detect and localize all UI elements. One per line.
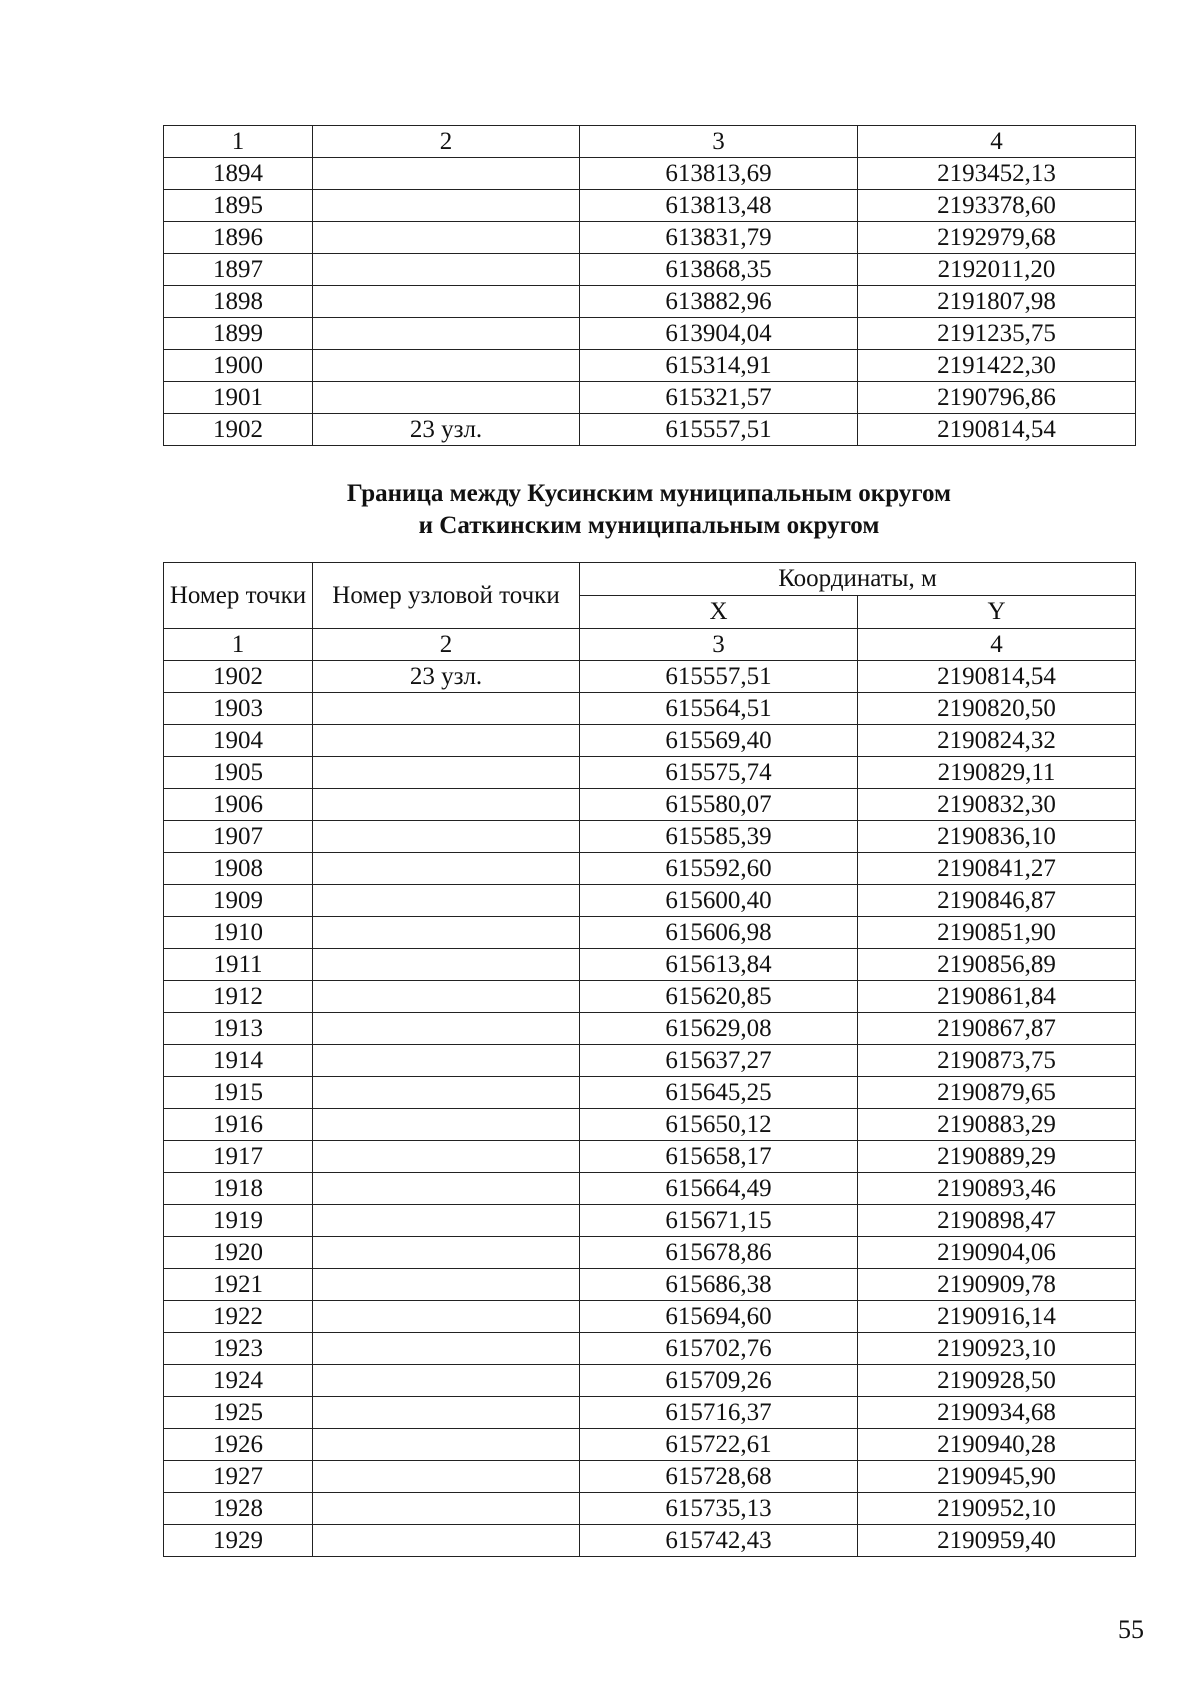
x-coordinate-cell: 615722,61 bbox=[580, 1429, 858, 1461]
node-number-cell bbox=[313, 1141, 580, 1173]
point-number-cell: 1909 bbox=[164, 885, 313, 917]
table-row bbox=[164, 382, 1136, 414]
point-number-cell: 1923 bbox=[164, 1333, 313, 1365]
table-row bbox=[164, 1077, 1136, 1109]
x-coordinate-cell: 615569,40 bbox=[580, 725, 858, 757]
y-coordinate-cell: 2190829,11 bbox=[858, 757, 1136, 789]
x-coordinate-cell: 615606,98 bbox=[580, 917, 858, 949]
x-coordinate-cell: 615629,08 bbox=[580, 1013, 858, 1045]
x-coordinate-cell: 615600,40 bbox=[580, 885, 858, 917]
y-coordinate-cell: 2192011,20 bbox=[858, 254, 1136, 286]
y-coordinate-cell: 2190893,46 bbox=[858, 1173, 1136, 1205]
point-number-cell: 1899 bbox=[164, 318, 313, 350]
node-number-cell bbox=[313, 1013, 580, 1045]
node-number-cell bbox=[313, 1365, 580, 1397]
node-number-cell bbox=[313, 190, 580, 222]
table-row bbox=[164, 1269, 1136, 1301]
y-coordinate-cell: 2190940,28 bbox=[858, 1429, 1136, 1461]
node-number-cell bbox=[313, 1237, 580, 1269]
table-row bbox=[164, 917, 1136, 949]
x-coordinate-cell: 615650,12 bbox=[580, 1109, 858, 1141]
node-number-cell bbox=[313, 725, 580, 757]
point-number-cell: 1897 bbox=[164, 254, 313, 286]
node-number-cell bbox=[313, 789, 580, 821]
point-number-cell: 1922 bbox=[164, 1301, 313, 1333]
node-number-cell bbox=[313, 1429, 580, 1461]
x-coordinate-cell: 615585,39 bbox=[580, 821, 858, 853]
table-row bbox=[164, 725, 1136, 757]
point-number-cell: 1910 bbox=[164, 917, 313, 949]
y-coordinate-cell: 2192979,68 bbox=[858, 222, 1136, 254]
column-index-2: 2 bbox=[313, 629, 580, 661]
page-number: 55 bbox=[1118, 1615, 1144, 1644]
table-row bbox=[164, 949, 1136, 981]
node-number-cell bbox=[313, 1301, 580, 1333]
y-coordinate-cell: 2190841,27 bbox=[858, 853, 1136, 885]
y-coordinate-cell: 2191235,75 bbox=[858, 318, 1136, 350]
point-number-cell: 1915 bbox=[164, 1077, 313, 1109]
section-title-line-2: и Саткинским муниципальным округом bbox=[418, 512, 880, 539]
table-row bbox=[164, 661, 1136, 693]
y-coordinate-cell: 2190928,50 bbox=[858, 1365, 1136, 1397]
x-coordinate-cell: 615620,85 bbox=[580, 981, 858, 1013]
column-index-2: 2 bbox=[313, 126, 580, 158]
y-coordinate-cell: 2190923,10 bbox=[858, 1333, 1136, 1365]
x-coordinate-cell: 613813,48 bbox=[580, 190, 858, 222]
x-coordinate-cell: 613831,79 bbox=[580, 222, 858, 254]
header-node-number: Номер узловой точки bbox=[313, 563, 580, 629]
y-coordinate-cell: 2190952,10 bbox=[858, 1493, 1136, 1525]
column-index-row bbox=[164, 126, 1136, 158]
node-number-cell bbox=[313, 158, 580, 190]
node-number-cell bbox=[313, 853, 580, 885]
node-number-cell bbox=[313, 1397, 580, 1429]
table-row bbox=[164, 414, 1136, 446]
table-body bbox=[164, 563, 1136, 1557]
table-row bbox=[164, 1141, 1136, 1173]
x-coordinate-cell: 615637,27 bbox=[580, 1045, 858, 1077]
point-number-cell: 1914 bbox=[164, 1045, 313, 1077]
y-coordinate-cell: 2190879,65 bbox=[858, 1077, 1136, 1109]
x-coordinate-cell: 615694,60 bbox=[580, 1301, 858, 1333]
coordinates-table bbox=[163, 562, 1136, 1557]
point-number-cell: 1902 bbox=[164, 414, 313, 446]
node-number-cell bbox=[313, 1205, 580, 1237]
node-number-cell bbox=[313, 757, 580, 789]
column-index-4: 4 bbox=[858, 126, 1136, 158]
x-coordinate-cell: 615664,49 bbox=[580, 1173, 858, 1205]
point-number-cell: 1895 bbox=[164, 190, 313, 222]
x-coordinate-cell: 615728,68 bbox=[580, 1461, 858, 1493]
point-number-cell: 1904 bbox=[164, 725, 313, 757]
table-row bbox=[164, 757, 1136, 789]
point-number-cell: 1903 bbox=[164, 693, 313, 725]
y-coordinate-cell: 2190861,84 bbox=[858, 981, 1136, 1013]
point-number-cell: 1898 bbox=[164, 286, 313, 318]
node-number-cell bbox=[313, 1269, 580, 1301]
y-coordinate-cell: 2190820,50 bbox=[858, 693, 1136, 725]
node-number-cell bbox=[313, 1173, 580, 1205]
y-coordinate-cell: 2190867,87 bbox=[858, 1013, 1136, 1045]
node-number-cell bbox=[313, 222, 580, 254]
table-row bbox=[164, 885, 1136, 917]
x-coordinate-cell: 615557,51 bbox=[580, 414, 858, 446]
node-number-cell bbox=[313, 1045, 580, 1077]
point-number-cell: 1901 bbox=[164, 382, 313, 414]
header-y: Y bbox=[858, 596, 1136, 629]
y-coordinate-cell: 2190934,68 bbox=[858, 1397, 1136, 1429]
point-number-cell: 1896 bbox=[164, 222, 313, 254]
point-number-cell: 1917 bbox=[164, 1141, 313, 1173]
node-number-cell bbox=[313, 981, 580, 1013]
node-number-cell bbox=[313, 1461, 580, 1493]
node-number-cell: 23 узл. bbox=[313, 414, 580, 446]
x-coordinate-cell: 615742,43 bbox=[580, 1525, 858, 1557]
table-row bbox=[164, 693, 1136, 725]
x-coordinate-cell: 615735,13 bbox=[580, 1493, 858, 1525]
x-coordinate-cell: 615592,60 bbox=[580, 853, 858, 885]
x-coordinate-cell: 615671,15 bbox=[580, 1205, 858, 1237]
x-coordinate-cell: 615716,37 bbox=[580, 1397, 858, 1429]
y-coordinate-cell: 2190945,90 bbox=[858, 1461, 1136, 1493]
table-row bbox=[164, 821, 1136, 853]
node-number-cell bbox=[313, 1525, 580, 1557]
table-row bbox=[164, 1493, 1136, 1525]
table-row bbox=[164, 222, 1136, 254]
column-index-row bbox=[164, 629, 1136, 661]
table-row bbox=[164, 1045, 1136, 1077]
point-number-cell: 1900 bbox=[164, 350, 313, 382]
y-coordinate-cell: 2193378,60 bbox=[858, 190, 1136, 222]
table-row bbox=[164, 1013, 1136, 1045]
node-number-cell bbox=[313, 949, 580, 981]
node-number-cell bbox=[313, 254, 580, 286]
table-row bbox=[164, 318, 1136, 350]
x-coordinate-cell: 613882,96 bbox=[580, 286, 858, 318]
point-number-cell: 1907 bbox=[164, 821, 313, 853]
table-row bbox=[164, 286, 1136, 318]
y-coordinate-cell: 2191422,30 bbox=[858, 350, 1136, 382]
header-point-number: Номер точки bbox=[164, 563, 313, 629]
y-coordinate-cell: 2190814,54 bbox=[858, 661, 1136, 693]
column-index-1: 1 bbox=[164, 126, 313, 158]
y-coordinate-cell: 2190851,90 bbox=[858, 917, 1136, 949]
point-number-cell: 1913 bbox=[164, 1013, 313, 1045]
header-row bbox=[164, 563, 1136, 596]
point-number-cell: 1916 bbox=[164, 1109, 313, 1141]
x-coordinate-cell: 615645,25 bbox=[580, 1077, 858, 1109]
table-row bbox=[164, 1365, 1136, 1397]
table-row bbox=[164, 1237, 1136, 1269]
node-number-cell bbox=[313, 917, 580, 949]
point-number-cell: 1920 bbox=[164, 1237, 313, 1269]
node-number-cell bbox=[313, 1077, 580, 1109]
point-number-cell: 1929 bbox=[164, 1525, 313, 1557]
y-coordinate-cell: 2190832,30 bbox=[858, 789, 1136, 821]
column-index-3: 3 bbox=[580, 629, 858, 661]
point-number-cell: 1924 bbox=[164, 1365, 313, 1397]
table-row bbox=[164, 1205, 1136, 1237]
y-coordinate-cell: 2190836,10 bbox=[858, 821, 1136, 853]
node-number-cell bbox=[313, 1493, 580, 1525]
node-number-cell bbox=[313, 1333, 580, 1365]
y-coordinate-cell: 2190856,89 bbox=[858, 949, 1136, 981]
header-x: X bbox=[580, 596, 858, 629]
table-row bbox=[164, 1333, 1136, 1365]
y-coordinate-cell: 2190889,29 bbox=[858, 1141, 1136, 1173]
x-coordinate-cell: 615564,51 bbox=[580, 693, 858, 725]
x-coordinate-cell: 615709,26 bbox=[580, 1365, 858, 1397]
table-row bbox=[164, 1461, 1136, 1493]
x-coordinate-cell: 615314,91 bbox=[580, 350, 858, 382]
y-coordinate-cell: 2190873,75 bbox=[858, 1045, 1136, 1077]
node-number-cell: 23 узл. bbox=[313, 661, 580, 693]
point-number-cell: 1925 bbox=[164, 1397, 313, 1429]
section-title bbox=[163, 478, 1135, 542]
y-coordinate-cell: 2190814,54 bbox=[858, 414, 1136, 446]
table-row bbox=[164, 1301, 1136, 1333]
y-coordinate-cell: 2190824,32 bbox=[858, 725, 1136, 757]
point-number-cell: 1911 bbox=[164, 949, 313, 981]
table-row bbox=[164, 789, 1136, 821]
y-coordinate-cell: 2193452,13 bbox=[858, 158, 1136, 190]
column-index-1: 1 bbox=[164, 629, 313, 661]
coordinates-table-continued bbox=[163, 125, 1136, 446]
x-coordinate-cell: 615557,51 bbox=[580, 661, 858, 693]
point-number-cell: 1905 bbox=[164, 757, 313, 789]
x-coordinate-cell: 615702,76 bbox=[580, 1333, 858, 1365]
y-coordinate-cell: 2190904,06 bbox=[858, 1237, 1136, 1269]
y-coordinate-cell: 2190796,86 bbox=[858, 382, 1136, 414]
header-coordinates: Координаты, м bbox=[580, 563, 1136, 596]
table-row bbox=[164, 1525, 1136, 1557]
y-coordinate-cell: 2190846,87 bbox=[858, 885, 1136, 917]
x-coordinate-cell: 615321,57 bbox=[580, 382, 858, 414]
y-coordinate-cell: 2190909,78 bbox=[858, 1269, 1136, 1301]
point-number-cell: 1918 bbox=[164, 1173, 313, 1205]
y-coordinate-cell: 2190898,47 bbox=[858, 1205, 1136, 1237]
table-row bbox=[164, 254, 1136, 286]
node-number-cell bbox=[313, 382, 580, 414]
x-coordinate-cell: 613904,04 bbox=[580, 318, 858, 350]
x-coordinate-cell: 615658,17 bbox=[580, 1141, 858, 1173]
y-coordinate-cell: 2191807,98 bbox=[858, 286, 1136, 318]
x-coordinate-cell: 613813,69 bbox=[580, 158, 858, 190]
table-row bbox=[164, 158, 1136, 190]
point-number-cell: 1926 bbox=[164, 1429, 313, 1461]
table-row bbox=[164, 1173, 1136, 1205]
table-row bbox=[164, 853, 1136, 885]
column-index-3: 3 bbox=[580, 126, 858, 158]
column-index-4: 4 bbox=[858, 629, 1136, 661]
x-coordinate-cell: 615580,07 bbox=[580, 789, 858, 821]
point-number-cell: 1927 bbox=[164, 1461, 313, 1493]
y-coordinate-cell: 2190883,29 bbox=[858, 1109, 1136, 1141]
x-coordinate-cell: 615575,74 bbox=[580, 757, 858, 789]
node-number-cell bbox=[313, 350, 580, 382]
x-coordinate-cell: 613868,35 bbox=[580, 254, 858, 286]
node-number-cell bbox=[313, 693, 580, 725]
point-number-cell: 1894 bbox=[164, 158, 313, 190]
node-number-cell bbox=[313, 1109, 580, 1141]
point-number-cell: 1902 bbox=[164, 661, 313, 693]
y-coordinate-cell: 2190916,14 bbox=[858, 1301, 1136, 1333]
y-coordinate-cell: 2190959,40 bbox=[858, 1525, 1136, 1557]
node-number-cell bbox=[313, 286, 580, 318]
node-number-cell bbox=[313, 885, 580, 917]
x-coordinate-cell: 615613,84 bbox=[580, 949, 858, 981]
point-number-cell: 1912 bbox=[164, 981, 313, 1013]
table-row bbox=[164, 1109, 1136, 1141]
point-number-cell: 1921 bbox=[164, 1269, 313, 1301]
table-row bbox=[164, 981, 1136, 1013]
point-number-cell: 1919 bbox=[164, 1205, 313, 1237]
section-title-line-1: Граница между Кусинским муниципальным округом bbox=[346, 480, 952, 507]
table-row bbox=[164, 350, 1136, 382]
table-row bbox=[164, 1429, 1136, 1461]
point-number-cell: 1906 bbox=[164, 789, 313, 821]
table-row bbox=[164, 1397, 1136, 1429]
x-coordinate-cell: 615678,86 bbox=[580, 1237, 858, 1269]
point-number-cell: 1908 bbox=[164, 853, 313, 885]
node-number-cell bbox=[313, 821, 580, 853]
table-body bbox=[164, 126, 1136, 446]
node-number-cell bbox=[313, 318, 580, 350]
x-coordinate-cell: 615686,38 bbox=[580, 1269, 858, 1301]
table-row bbox=[164, 190, 1136, 222]
point-number-cell: 1928 bbox=[164, 1493, 313, 1525]
